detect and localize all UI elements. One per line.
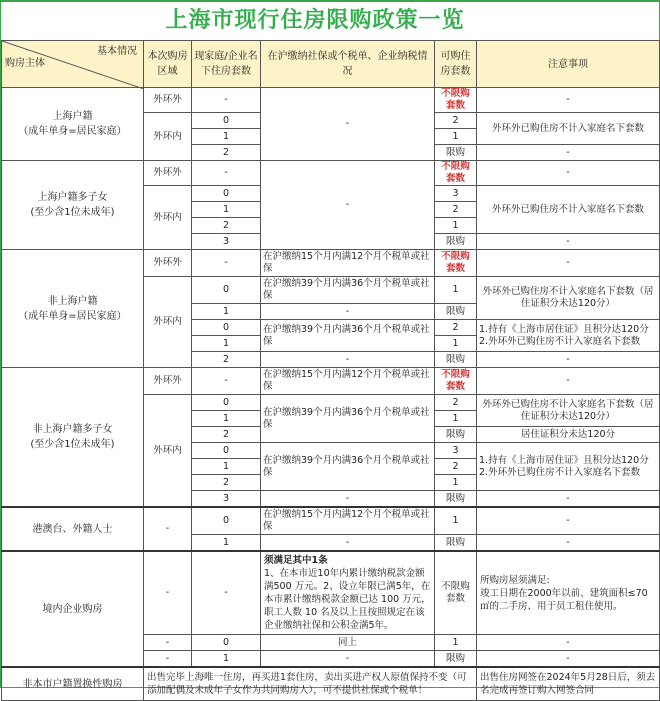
note-line: 1.持有《上海市居住证》且积分达120分 [479,454,649,466]
note-cell: - [477,88,660,113]
area-cell: 外环外 [144,88,192,113]
quota-cell: 1 [435,277,477,304]
tax-cell: - [261,535,435,552]
policy-table [1,40,660,701]
note-line: 2.外环外已购住房不计入家庭名下套数 [479,335,641,347]
quota-cell: 限购 [435,304,477,320]
corner-top-label: 基本情况 [97,46,137,57]
quota-cell: 不限购套数 [435,551,477,635]
area-cell: 外环内 [144,186,192,250]
note-cell: - [477,651,660,668]
condition-body: 1、在本市近10年内累计缴纳税款金额满500 万元。2、设立年限已满5年，在本市累计缴纳税款金额已达 100 万元，职工人数 10 名及以上且按照规定在该企业缴纳社保和公积金满5年。 [264,568,431,631]
col-quota-header: 可购住房套数 [435,41,477,88]
group-sh-multi [2,161,144,250]
note-cell: 外环外已购住房不计入家庭名下套数（居住证积分未达120分） [477,277,660,320]
group-label: 上海户籍 [52,111,93,122]
note-cell: - [477,635,660,651]
group-swap: 非本市户籍置换性购房 [2,667,144,701]
tax-cell: - [261,651,435,668]
quota-cell: 1 [435,336,477,352]
note-cell: 外环外已购住房不计入家庭名下套数 [477,113,660,145]
note-cell: - [477,368,660,395]
note-cell [477,551,660,635]
quota-cell: 3 [435,443,477,459]
note-cell: - [477,234,660,250]
owned-cell: 2 [192,352,261,368]
owned-cell: 0 [192,395,261,411]
owned-cell: - [192,551,261,635]
note-cell: - [477,161,660,186]
quota-cell: 2 [435,459,477,475]
quota-cell: 2 [435,113,477,129]
owned-cell: 0 [192,186,261,202]
table-row [2,250,660,277]
table-row [2,88,660,113]
quota-cell: 3 [435,186,477,202]
quota-cell: 限购 [435,427,477,443]
note-body: 竣工日期在2000年以前、建筑面积≤70㎡的二手房、用于员工租住使用。 [480,587,648,612]
group-label: 上海户籍多子女 [37,192,108,203]
note-cell [477,443,660,491]
tax-cell: - [261,491,435,508]
table-row [2,161,660,186]
quota-cell: 2 [435,320,477,336]
group-sh-single [2,88,144,161]
group-corp: 境内企业购房 [2,551,144,667]
owned-cell: 1 [192,459,261,475]
quota-cell: 不限购套数 [435,161,477,186]
area-cell: 外环内 [144,113,192,161]
quota-cell: 限购 [435,491,477,508]
group-sublabel: (至少含1位未成年) [30,207,115,218]
owned-cell: 3 [192,491,261,508]
note-cell: - [477,145,660,161]
owned-cell: 2 [192,145,261,161]
group-sublabel: （成年单身=居民家庭） [18,126,127,137]
corner-header-cell [2,41,144,88]
tax-cell: 在沪缴纳15个月内满12个月个税单或社保 [261,368,435,395]
quota-cell: 限购 [435,651,477,668]
tax-cell [261,551,435,635]
quota-cell: 1 [435,129,477,145]
quota-cell: 1 [435,635,477,651]
tax-cell: 在沪缴纳39个月内满36个月个税单或社保 [261,443,435,491]
area-cell: - [144,551,192,635]
quota-cell: 2 [435,202,477,218]
owned-cell: 1 [192,129,261,145]
quota-cell: 1 [435,411,477,427]
tax-cell: - [261,88,435,161]
note-cell [477,320,660,352]
note-cell: - [477,250,660,277]
area-cell: 外环外 [144,368,192,395]
owned-cell: - [192,161,261,186]
corner-bottom-label: 购房主体 [5,58,45,69]
quota-cell: 限购 [435,535,477,552]
area-cell: 外环内 [144,277,192,368]
owned-cell: 2 [192,475,261,491]
note-cell: 居住证积分未达120分 [477,427,660,443]
owned-cell: 1 [192,304,261,320]
quota-cell: 限购 [435,234,477,250]
owned-cell: 2 [192,218,261,234]
group-nonsh-single [2,250,144,368]
quota-cell: 不限购套数 [435,368,477,395]
page-title: 上海市现行住房限购政策一览 [165,8,465,33]
owned-cell: - [192,368,261,395]
header-row [2,41,660,88]
owned-cell: 1 [192,651,261,668]
owned-cell: - [192,88,261,113]
quota-cell: 1 [435,218,477,234]
group-sublabel: (至少含1位未成年) [30,439,115,450]
quota-cell: 1 [435,475,477,491]
tax-cell: - [261,352,435,368]
quota-cell: 不限购套数 [435,250,477,277]
owned-cell: 0 [192,277,261,304]
col-owned-header: 现家庭/企业名下住房套数 [192,41,261,88]
owned-cell: 0 [192,443,261,459]
group-foreign: 港澳台、外籍人士 [2,507,144,551]
area-cell: - [144,635,192,651]
table-row [2,368,660,395]
owned-cell: 1 [192,411,261,427]
quota-cell: 1 [435,507,477,535]
tax-cell: 在沪缴纳15个月内满12个月个税单或社保 [261,250,435,277]
group-sublabel: （成年单身=居民家庭） [18,310,127,322]
note-line: 1.持有《上海市居住证》且积分达120分 [479,323,649,335]
note-cell: 外环外已购住房不计入家庭名下套数（居住证积分未达120分） [477,395,660,427]
tax-cell: 在沪缴纳39个月内满36个月个税单或社保 [261,277,435,304]
table-row [2,667,660,701]
owned-cell: - [192,250,261,277]
col-tax-header: 在沪缴纳社保或个税单、企业纳税情况 [261,41,435,88]
quota-cell: 限购 [435,352,477,368]
quota-cell: 不限购套数 [435,88,477,113]
note-cell: - [477,507,660,535]
note-cell: - [477,491,660,508]
tax-cell: 在沪缴纳15个月内满12个月个税单或社保 [261,507,435,535]
area-cell: 外环外 [144,161,192,186]
quota-cell: 2 [435,395,477,411]
owned-cell: 3 [192,234,261,250]
note-cell: - [477,535,660,552]
note-cell: 外环外已购住房不计入家庭名下套数 [477,186,660,234]
owned-cell: 0 [192,635,261,651]
quota-cell: 限购 [435,145,477,161]
area-cell: 外环外 [144,250,192,277]
area-cell: - [144,651,192,668]
swap-desc-cell: 出售完毕上海唯一住房，再买进1套住房，卖出买进产权人原值保持不变（可添加配偶及未成年子女作为共同购房人），可不提供社保或个税单！ [144,667,477,701]
group-label: 非上海户籍 [47,295,98,307]
owned-cell: 0 [192,507,261,535]
swap-note-cell: 出售住房网签在2024年5月28日后，须去名完成再签订购入网签合同 [477,667,660,701]
tax-cell: - [261,161,435,250]
tax-cell: 在沪缴纳39个月内满36个月个税单或社保 [261,395,435,443]
col-notes-header: 注意事项 [477,41,660,88]
tax-cell: 在沪缴纳39个月内满36个月个税单或社保 [261,320,435,352]
note-line: 2.外环外已购住房不计入家庭名下套数 [479,466,641,478]
owned-cell: 0 [192,320,261,336]
table-row [2,551,660,635]
area-cell: 外环内 [144,395,192,508]
owned-cell: 0 [192,113,261,129]
owned-cell: 1 [192,535,261,552]
tax-cell: - [261,304,435,320]
owned-cell: 1 [192,336,261,352]
col-area-header: 本次购房区域 [144,41,192,88]
table-row [2,507,660,535]
condition-title: 须满足其中1条 [264,555,328,566]
owned-cell: 2 [192,427,261,443]
group-label: 非上海户籍多子女 [32,424,113,435]
group-nonsh-multi [2,368,144,508]
owned-cell: 1 [192,202,261,218]
note-title: 所购房屋须满足: [480,574,550,586]
tax-cell: 同上 [261,635,435,651]
area-cell: - [144,507,192,551]
note-cell: - [477,352,660,368]
